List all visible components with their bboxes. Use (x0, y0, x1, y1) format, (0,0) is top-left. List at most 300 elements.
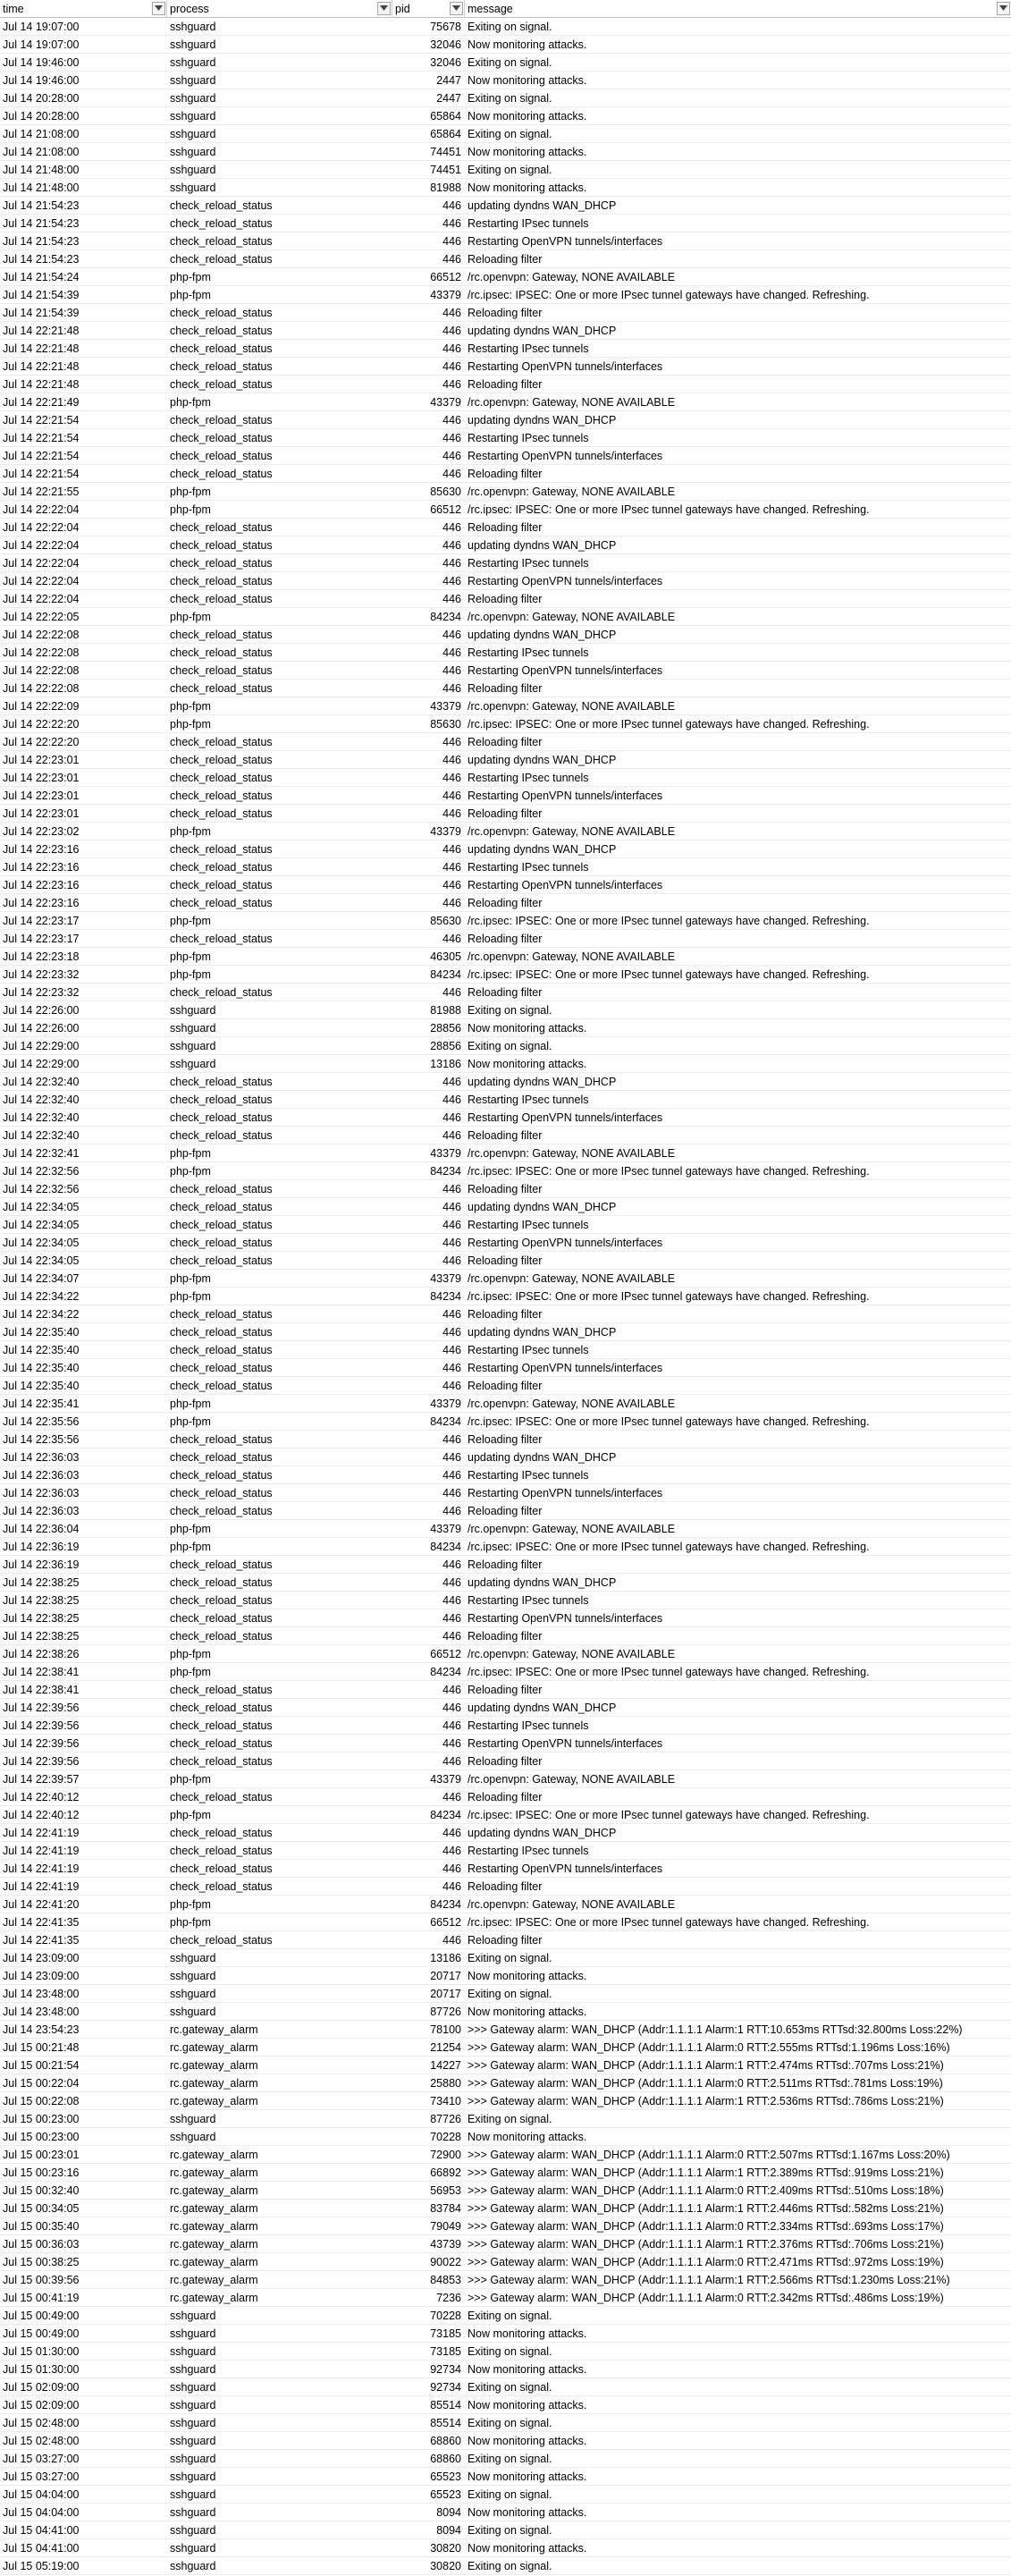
cell-process[interactable]: check_reload_status (170, 1701, 273, 1714)
cell-time[interactable]: Jul 14 22:34:05 (3, 1236, 80, 1249)
cell-process[interactable]: php-fpm (170, 1772, 211, 1786)
cell-pid[interactable]: 446 (442, 681, 461, 695)
cell-message[interactable]: Now monitoring attacks. (468, 145, 587, 158)
table-row[interactable] (0, 1574, 1011, 1592)
cell-time[interactable]: Jul 14 22:32:56 (3, 1182, 80, 1195)
table-row[interactable] (0, 1645, 1011, 1663)
cell-process[interactable]: check_reload_status (170, 1343, 273, 1356)
cell-message[interactable]: /rc.openvpn: Gateway, NONE AVAILABLE (468, 950, 676, 963)
cell-pid[interactable]: 68860 (430, 2452, 461, 2465)
cell-time[interactable]: Jul 14 21:54:23 (3, 216, 80, 230)
cell-pid[interactable]: 84853 (430, 2273, 461, 2286)
cell-message[interactable]: /rc.openvpn: Gateway, NONE AVAILABLE (468, 699, 676, 713)
cell-time[interactable]: Jul 14 22:34:05 (3, 1254, 80, 1267)
cell-message[interactable]: Now monitoring attacks. (468, 2470, 587, 2483)
cell-process[interactable]: sshguard (170, 91, 216, 105)
table-row[interactable] (0, 1270, 1011, 1288)
cell-process[interactable]: php-fpm (170, 1146, 211, 1160)
cell-process[interactable]: sshguard (170, 1003, 216, 1017)
table-row[interactable] (0, 1341, 1011, 1359)
cell-process[interactable]: php-fpm (170, 1164, 211, 1178)
cell-message[interactable]: Now monitoring attacks. (468, 2005, 587, 2018)
cell-message[interactable]: updating dyndns WAN_DHCP (468, 1701, 617, 1714)
table-row[interactable] (0, 1162, 1011, 1180)
cell-time[interactable]: Jul 15 03:27:00 (3, 2452, 80, 2465)
cell-pid[interactable]: 74451 (430, 145, 461, 158)
cell-time[interactable]: Jul 15 00:23:00 (3, 2112, 80, 2125)
cell-time[interactable]: Jul 14 22:21:48 (3, 359, 80, 373)
cell-process[interactable]: sshguard (170, 109, 216, 122)
table-row[interactable] (0, 2253, 1011, 2271)
cell-time[interactable]: Jul 14 22:23:32 (3, 967, 80, 981)
cell-message[interactable]: Exiting on signal. (468, 91, 552, 105)
cell-message[interactable]: Reloading filter (468, 1379, 543, 1392)
cell-process[interactable]: sshguard (170, 2416, 216, 2429)
cell-time[interactable]: Jul 14 22:38:25 (3, 1611, 80, 1625)
cell-message[interactable]: Restarting OpenVPN tunnels/interfaces (468, 1611, 663, 1625)
cell-pid[interactable]: 85514 (430, 2398, 461, 2411)
cell-message[interactable]: >>> Gateway alarm: WAN_DHCP (Addr:1.1.1.1 Alarm:0 RTT:2.471ms RTTsd:.972ms Loss:19%) (468, 2255, 944, 2268)
cell-pid[interactable]: 43379 (430, 1146, 461, 1160)
cell-pid[interactable]: 446 (442, 1826, 461, 1839)
column-header-pid[interactable] (392, 0, 465, 18)
cell-process[interactable]: php-fpm (170, 1915, 211, 1929)
cell-time[interactable]: Jul 14 22:34:22 (3, 1289, 80, 1303)
cell-time[interactable]: Jul 14 22:21:54 (3, 431, 80, 444)
cell-process[interactable]: sshguard (170, 2309, 216, 2322)
table-row[interactable] (0, 1198, 1011, 1216)
table-row[interactable] (0, 1395, 1011, 1413)
cell-pid[interactable]: 84234 (430, 1665, 461, 1678)
table-row[interactable] (0, 1055, 1011, 1073)
table-row[interactable] (0, 2164, 1011, 2182)
table-row[interactable] (0, 2539, 1011, 2557)
cell-pid[interactable]: 66512 (430, 1915, 461, 1929)
cell-message[interactable]: Exiting on signal. (468, 1987, 552, 2000)
cell-time[interactable]: Jul 14 22:23:16 (3, 842, 80, 856)
cell-message[interactable]: /rc.ipsec: IPSEC: One or more IPsec tunnel gateways have changed. Refreshing. (468, 1808, 870, 1821)
cell-pid[interactable]: 446 (442, 771, 461, 784)
table-row[interactable] (0, 1896, 1011, 1913)
cell-message[interactable]: updating dyndns WAN_DHCP (468, 842, 617, 856)
table-row[interactable] (0, 1967, 1011, 1985)
cell-time[interactable]: Jul 14 23:09:00 (3, 1951, 80, 1964)
cell-time[interactable]: Jul 15 02:09:00 (3, 2398, 80, 2411)
cell-process[interactable]: check_reload_status (170, 1182, 273, 1195)
cell-time[interactable]: Jul 14 19:46:00 (3, 55, 80, 69)
cell-pid[interactable]: 43379 (430, 1271, 461, 1285)
table-row[interactable] (0, 1824, 1011, 1842)
cell-process[interactable]: php-fpm (170, 1271, 211, 1285)
cell-process[interactable]: check_reload_status (170, 1486, 273, 1499)
cell-message[interactable]: Now monitoring attacks. (468, 73, 587, 87)
cell-process[interactable]: check_reload_status (170, 1504, 273, 1517)
table-row[interactable] (0, 2378, 1011, 2396)
cell-message[interactable]: Exiting on signal. (468, 1003, 552, 1017)
cell-pid[interactable]: 446 (442, 1075, 461, 1088)
cell-pid[interactable]: 446 (442, 216, 461, 230)
cell-pid[interactable]: 446 (442, 663, 461, 677)
cell-process[interactable]: sshguard (170, 1987, 216, 2000)
cell-pid[interactable]: 446 (442, 1558, 461, 1571)
cell-time[interactable]: Jul 14 22:34:22 (3, 1307, 80, 1321)
cell-message[interactable]: Restarting IPsec tunnels (468, 1218, 589, 1231)
cell-process[interactable]: check_reload_status (170, 1379, 273, 1392)
cell-message[interactable]: Restarting OpenVPN tunnels/interfaces (468, 1361, 663, 1374)
cell-time[interactable]: Jul 14 22:36:19 (3, 1558, 80, 1571)
cell-process[interactable]: check_reload_status (170, 789, 273, 802)
cell-message[interactable]: Exiting on signal. (468, 1951, 552, 1964)
table-row[interactable] (0, 1753, 1011, 1770)
table-row[interactable] (0, 232, 1011, 250)
cell-time[interactable]: Jul 14 22:22:04 (3, 556, 80, 570)
cell-process[interactable]: check_reload_status (170, 1558, 273, 1571)
cell-process[interactable]: check_reload_status (170, 1611, 273, 1625)
table-row[interactable] (0, 1699, 1011, 1717)
cell-message[interactable]: /rc.ipsec: IPSEC: One or more IPsec tunnel gateways have changed. Refreshing. (468, 503, 870, 516)
cell-time[interactable]: Jul 14 22:22:09 (3, 699, 80, 713)
cell-process[interactable]: check_reload_status (170, 1790, 273, 1803)
cell-message[interactable]: Exiting on signal. (468, 55, 552, 69)
cell-message[interactable]: /rc.ipsec: IPSEC: One or more IPsec tunnel gateways have changed. Refreshing. (468, 1415, 870, 1428)
table-row[interactable] (0, 2486, 1011, 2504)
column-header-time[interactable] (0, 0, 167, 18)
cell-message[interactable]: Reloading filter (468, 807, 543, 820)
cell-time[interactable]: Jul 15 00:34:05 (3, 2201, 80, 2215)
cell-pid[interactable]: 446 (442, 842, 461, 856)
cell-process[interactable]: sshguard (170, 2005, 216, 2018)
cell-time[interactable]: Jul 15 00:38:25 (3, 2255, 80, 2268)
cell-process[interactable]: check_reload_status (170, 1450, 273, 1464)
cell-process[interactable]: php-fpm (170, 824, 211, 838)
table-row[interactable] (0, 823, 1011, 840)
cell-message[interactable]: Reloading filter (468, 735, 543, 748)
cell-message[interactable]: Reloading filter (468, 1504, 543, 1517)
table-row[interactable] (0, 2343, 1011, 2361)
cell-message[interactable]: Reloading filter (468, 1879, 543, 1893)
cell-message[interactable]: >>> Gateway alarm: WAN_DHCP (Addr:1.1.1.1 Alarm:1 RTT:2.446ms RTTsd:.582ms Loss:21%) (468, 2201, 944, 2215)
cell-process[interactable]: check_reload_status (170, 324, 273, 337)
cell-time[interactable]: Jul 14 22:39:57 (3, 1772, 80, 1786)
cell-process[interactable]: check_reload_status (170, 1075, 273, 1088)
table-row[interactable] (0, 304, 1011, 322)
cell-process[interactable]: check_reload_status (170, 216, 273, 230)
cell-pid[interactable]: 32046 (430, 38, 461, 51)
table-row[interactable] (0, 1359, 1011, 1377)
table-row[interactable] (0, 2396, 1011, 2414)
cell-time[interactable]: Jul 14 20:28:00 (3, 91, 80, 105)
cell-pid[interactable]: 446 (442, 1701, 461, 1714)
table-row[interactable] (0, 894, 1011, 912)
cell-message[interactable]: Reloading filter (468, 592, 543, 605)
cell-message[interactable]: >>> Gateway alarm: WAN_DHCP (Addr:1.1.1.1 Alarm:1 RTT:2.474ms RTTsd:.707ms Loss:21%) (468, 2058, 944, 2072)
cell-pid[interactable]: 84234 (430, 1808, 461, 1821)
cell-pid[interactable]: 446 (442, 1218, 461, 1231)
table-row[interactable] (0, 18, 1011, 36)
cell-message[interactable]: Restarting IPsec tunnels (468, 431, 589, 444)
cell-time[interactable]: Jul 14 21:54:24 (3, 270, 80, 283)
cell-pid[interactable]: 87726 (430, 2005, 461, 2018)
cell-message[interactable]: Restarting IPsec tunnels (468, 860, 589, 874)
cell-message[interactable]: Exiting on signal. (468, 2523, 552, 2537)
cell-pid[interactable]: 7236 (436, 2291, 461, 2304)
cell-message[interactable]: Now monitoring attacks. (468, 2434, 587, 2447)
table-row[interactable] (0, 715, 1011, 733)
cell-pid[interactable]: 446 (442, 431, 461, 444)
table-row[interactable] (0, 1252, 1011, 1270)
table-row[interactable] (0, 465, 1011, 483)
cell-time[interactable]: Jul 14 22:21:49 (3, 395, 80, 409)
cell-time[interactable]: Jul 15 00:49:00 (3, 2327, 80, 2340)
cell-message[interactable]: /rc.ipsec: IPSEC: One or more IPsec tunnel gateways have changed. Refreshing. (468, 288, 870, 301)
cell-time[interactable]: Jul 14 21:54:23 (3, 234, 80, 248)
table-row[interactable] (0, 554, 1011, 572)
cell-time[interactable]: Jul 14 22:35:40 (3, 1343, 80, 1356)
cell-message[interactable]: /rc.openvpn: Gateway, NONE AVAILABLE (468, 1897, 676, 1911)
cell-time[interactable]: Jul 14 22:41:19 (3, 1862, 80, 1875)
cell-pid[interactable]: 85630 (430, 717, 461, 731)
table-row[interactable] (0, 1609, 1011, 1627)
table-row[interactable] (0, 626, 1011, 644)
cell-message[interactable]: >>> Gateway alarm: WAN_DHCP (Addr:1.1.1.1 Alarm:0 RTT:2.334ms RTTsd:.693ms Loss:17%) (468, 2219, 944, 2233)
table-row[interactable] (0, 1413, 1011, 1431)
cell-pid[interactable]: 2447 (436, 91, 461, 105)
cell-pid[interactable]: 2447 (436, 73, 461, 87)
cell-pid[interactable]: 446 (442, 1504, 461, 1517)
cell-message[interactable]: Now monitoring attacks. (468, 2505, 587, 2519)
cell-pid[interactable]: 43379 (430, 288, 461, 301)
cell-message[interactable]: Reloading filter (468, 932, 543, 945)
cell-pid[interactable]: 446 (442, 1343, 461, 1356)
table-row[interactable] (0, 2307, 1011, 2325)
cell-pid[interactable]: 56953 (430, 2183, 461, 2197)
cell-message[interactable]: Now monitoring attacks. (468, 181, 587, 194)
table-row[interactable] (0, 858, 1011, 876)
table-row[interactable] (0, 840, 1011, 858)
cell-pid[interactable]: 446 (442, 807, 461, 820)
cell-time[interactable]: Jul 15 01:30:00 (3, 2344, 80, 2358)
table-row[interactable] (0, 2057, 1011, 2074)
cell-time[interactable]: Jul 14 22:22:08 (3, 681, 80, 695)
cell-time[interactable]: Jul 15 00:39:56 (3, 2273, 80, 2286)
cell-time[interactable]: Jul 14 21:54:23 (3, 198, 80, 212)
cell-pid[interactable]: 446 (442, 377, 461, 391)
table-row[interactable] (0, 1484, 1011, 1502)
cell-process[interactable]: sshguard (170, 2398, 216, 2411)
cell-process[interactable]: php-fpm (170, 1522, 211, 1535)
table-row[interactable] (0, 2074, 1011, 2092)
cell-process[interactable]: check_reload_status (170, 449, 273, 462)
cell-pid[interactable]: 446 (442, 1736, 461, 1750)
cell-message[interactable]: Exiting on signal. (468, 2452, 552, 2465)
cell-time[interactable]: Jul 14 22:39:56 (3, 1736, 80, 1750)
cell-message[interactable]: updating dyndns WAN_DHCP (468, 324, 617, 337)
cell-pid[interactable]: 84234 (430, 1164, 461, 1178)
cell-message[interactable]: Restarting IPsec tunnels (468, 556, 589, 570)
table-row[interactable] (0, 1502, 1011, 1520)
cell-process[interactable]: check_reload_status (170, 1719, 273, 1732)
cell-time[interactable]: Jul 15 00:23:16 (3, 2166, 80, 2179)
table-row[interactable] (0, 1431, 1011, 1448)
table-row[interactable] (0, 1109, 1011, 1127)
cell-message[interactable]: Restarting IPsec tunnels (468, 1593, 589, 1607)
cell-message[interactable]: Reloading filter (468, 252, 543, 266)
cell-pid[interactable]: 446 (442, 1236, 461, 1249)
table-row[interactable] (0, 1985, 1011, 2003)
cell-process[interactable]: check_reload_status (170, 592, 273, 605)
cell-pid[interactable]: 65864 (430, 109, 461, 122)
cell-pid[interactable]: 446 (442, 234, 461, 248)
table-row[interactable] (0, 2289, 1011, 2307)
cell-time[interactable]: Jul 14 22:23:02 (3, 824, 80, 838)
cell-pid[interactable]: 446 (442, 198, 461, 212)
cell-message[interactable]: Exiting on signal. (468, 2344, 552, 2358)
cell-message[interactable]: updating dyndns WAN_DHCP (468, 538, 617, 552)
table-row[interactable] (0, 340, 1011, 358)
table-row[interactable] (0, 1931, 1011, 1949)
cell-time[interactable]: Jul 14 22:22:04 (3, 592, 80, 605)
cell-pid[interactable]: 30820 (430, 2541, 461, 2555)
cell-message[interactable]: Reloading filter (468, 1683, 543, 1696)
cell-pid[interactable]: 446 (442, 1629, 461, 1643)
cell-time[interactable]: Jul 14 22:21:48 (3, 377, 80, 391)
cell-message[interactable]: /rc.openvpn: Gateway, NONE AVAILABLE (468, 824, 676, 838)
cell-process[interactable]: check_reload_status (170, 1432, 273, 1446)
cell-process[interactable]: check_reload_status (170, 1683, 273, 1696)
cell-process[interactable]: sshguard (170, 2130, 216, 2143)
cell-process[interactable]: php-fpm (170, 1397, 211, 1410)
cell-time[interactable]: Jul 14 22:41:19 (3, 1844, 80, 1857)
cell-message[interactable]: Exiting on signal. (468, 20, 552, 33)
cell-process[interactable]: php-fpm (170, 395, 211, 409)
cell-process[interactable]: sshguard (170, 2470, 216, 2483)
cell-message[interactable]: Reloading filter (468, 467, 543, 480)
cell-time[interactable]: Jul 14 22:23:01 (3, 807, 80, 820)
cell-pid[interactable]: 13186 (430, 1951, 461, 1964)
cell-pid[interactable]: 446 (442, 1093, 461, 1106)
cell-process[interactable]: check_reload_status (170, 1575, 273, 1589)
table-row[interactable] (0, 411, 1011, 429)
cell-pid[interactable]: 446 (442, 1683, 461, 1696)
cell-time[interactable]: Jul 14 22:22:20 (3, 717, 80, 731)
cell-pid[interactable]: 43379 (430, 1772, 461, 1786)
cell-process[interactable]: sshguard (170, 20, 216, 33)
table-row[interactable] (0, 536, 1011, 554)
cell-pid[interactable]: 28856 (430, 1021, 461, 1035)
cell-time[interactable]: Jul 14 22:22:08 (3, 628, 80, 641)
column-header-message[interactable] (465, 0, 1011, 18)
table-row[interactable] (0, 966, 1011, 984)
cell-process[interactable]: check_reload_status (170, 1593, 273, 1607)
cell-time[interactable]: Jul 14 22:32:40 (3, 1093, 80, 1106)
table-row[interactable] (0, 751, 1011, 769)
table-row[interactable] (0, 2271, 1011, 2289)
cell-time[interactable]: Jul 14 22:21:48 (3, 342, 80, 355)
cell-time[interactable]: Jul 14 22:22:20 (3, 735, 80, 748)
cell-process[interactable]: php-fpm (170, 967, 211, 981)
table-row[interactable] (0, 2468, 1011, 2486)
cell-message[interactable]: Reloading filter (468, 985, 543, 999)
cell-pid[interactable]: 65523 (430, 2487, 461, 2501)
cell-message[interactable]: >>> Gateway alarm: WAN_DHCP (Addr:1.1.1.1 Alarm:1 RTT:2.389ms RTTsd:.919ms Loss:21%) (468, 2166, 944, 2179)
cell-time[interactable]: Jul 14 19:46:00 (3, 73, 80, 87)
cell-time[interactable]: Jul 14 21:08:00 (3, 127, 80, 140)
cell-pid[interactable]: 446 (442, 646, 461, 659)
cell-pid[interactable]: 46305 (430, 950, 461, 963)
cell-process[interactable]: check_reload_status (170, 234, 273, 248)
cell-pid[interactable]: 446 (442, 1450, 461, 1464)
cell-pid[interactable]: 73410 (430, 2094, 461, 2107)
table-row[interactable] (0, 519, 1011, 536)
cell-time[interactable]: Jul 14 22:38:41 (3, 1683, 80, 1696)
dropdown-filter-icon[interactable] (152, 2, 165, 15)
cell-time[interactable]: Jul 14 22:22:05 (3, 610, 80, 623)
table-row[interactable] (0, 143, 1011, 161)
table-row[interactable] (0, 1860, 1011, 1878)
cell-process[interactable]: php-fpm (170, 270, 211, 283)
cell-process[interactable]: check_reload_status (170, 878, 273, 891)
table-row[interactable] (0, 376, 1011, 393)
cell-pid[interactable]: 446 (442, 1361, 461, 1374)
cell-time[interactable]: Jul 14 22:36:03 (3, 1450, 80, 1464)
cell-pid[interactable]: 20717 (430, 1987, 461, 2000)
table-row[interactable] (0, 1592, 1011, 1609)
cell-pid[interactable]: 446 (442, 538, 461, 552)
cell-message[interactable]: Now monitoring attacks. (468, 1969, 587, 1982)
cell-pid[interactable]: 446 (442, 413, 461, 427)
table-row[interactable] (0, 2557, 1011, 2575)
cell-message[interactable]: Exiting on signal. (468, 2559, 552, 2572)
cell-time[interactable]: Jul 14 22:23:32 (3, 985, 80, 999)
cell-message[interactable]: /rc.openvpn: Gateway, NONE AVAILABLE (468, 1271, 676, 1285)
cell-message[interactable]: updating dyndns WAN_DHCP (468, 1325, 617, 1339)
table-row[interactable] (0, 930, 1011, 948)
table-row[interactable] (0, 2217, 1011, 2235)
cell-pid[interactable]: 43379 (430, 1397, 461, 1410)
cell-time[interactable]: Jul 15 04:04:00 (3, 2505, 80, 2519)
cell-process[interactable]: rc.gateway_alarm (170, 2058, 258, 2072)
cell-time[interactable]: Jul 14 22:40:12 (3, 1808, 80, 1821)
cell-pid[interactable]: 446 (442, 592, 461, 605)
cell-process[interactable]: php-fpm (170, 1415, 211, 1428)
cell-time[interactable]: Jul 14 22:34:05 (3, 1218, 80, 1231)
cell-message[interactable]: Reloading filter (468, 1754, 543, 1768)
cell-message[interactable]: Reloading filter (468, 1629, 543, 1643)
cell-time[interactable]: Jul 14 22:21:55 (3, 485, 80, 498)
cell-time[interactable]: Jul 14 22:23:01 (3, 753, 80, 766)
cell-pid[interactable]: 20717 (430, 1969, 461, 1982)
table-row[interactable] (0, 1770, 1011, 1788)
cell-process[interactable]: sshguard (170, 163, 216, 176)
cell-time[interactable]: Jul 14 22:32:40 (3, 1128, 80, 1142)
cell-message[interactable]: /rc.openvpn: Gateway, NONE AVAILABLE (468, 1146, 676, 1160)
cell-message[interactable]: Restarting IPsec tunnels (468, 1719, 589, 1732)
cell-message[interactable]: >>> Gateway alarm: WAN_DHCP (Addr:1.1.1.1 Alarm:0 RTT:2.507ms RTTsd:1.167ms Loss:20%) (468, 2148, 950, 2161)
cell-message[interactable]: /rc.openvpn: Gateway, NONE AVAILABLE (468, 1772, 676, 1786)
cell-time[interactable]: Jul 14 22:21:48 (3, 324, 80, 337)
cell-message[interactable]: /rc.openvpn: Gateway, NONE AVAILABLE (468, 485, 676, 498)
cell-time[interactable]: Jul 15 04:04:00 (3, 2487, 80, 2501)
cell-time[interactable]: Jul 14 22:35:40 (3, 1325, 80, 1339)
cell-process[interactable]: sshguard (170, 2112, 216, 2125)
table-row[interactable] (0, 1001, 1011, 1019)
cell-pid[interactable]: 446 (442, 1593, 461, 1607)
cell-message[interactable]: /rc.ipsec: IPSEC: One or more IPsec tunnel gateways have changed. Refreshing. (468, 1915, 870, 1929)
cell-pid[interactable]: 446 (442, 1111, 461, 1124)
cell-message[interactable]: Now monitoring attacks. (468, 2327, 587, 2340)
cell-pid[interactable]: 446 (442, 556, 461, 570)
cell-message[interactable]: Exiting on signal. (468, 127, 552, 140)
